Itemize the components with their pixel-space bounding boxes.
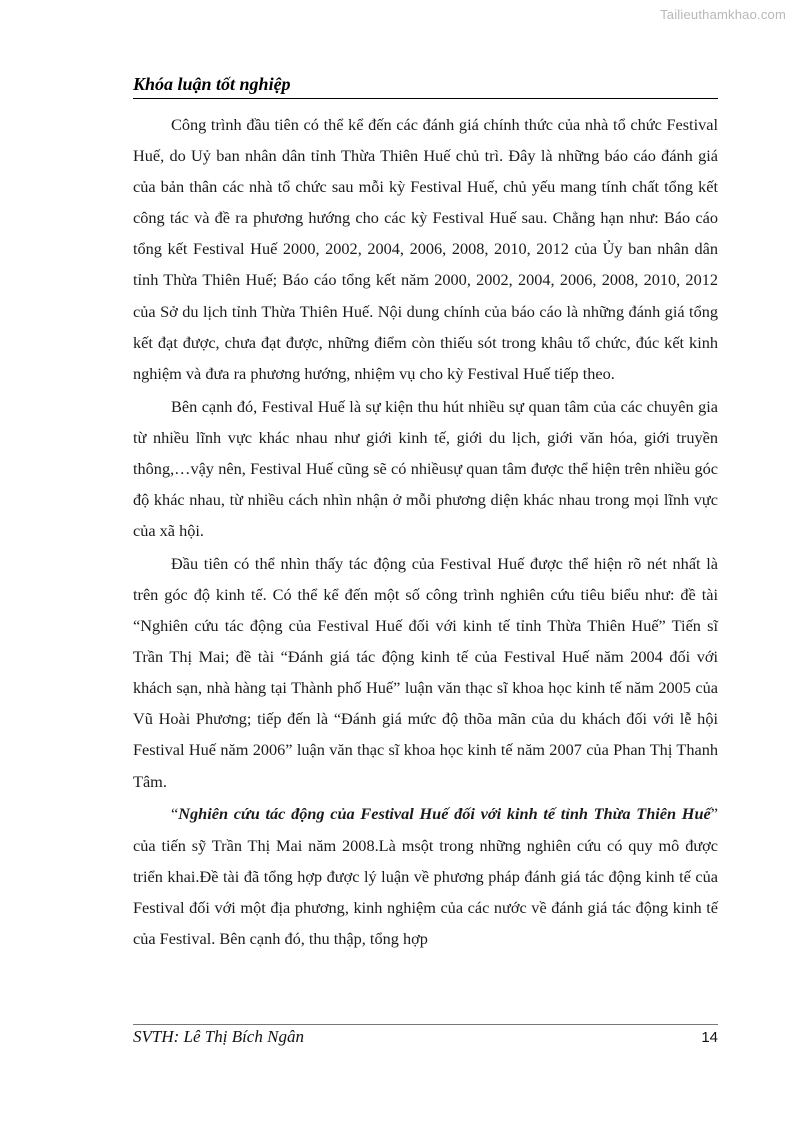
paragraph-3: Đầu tiên có thể nhìn thấy tác động của Festival Huế được thể hiện rõ nét nhất là trên góc độ kinh tế. Có thể kể đến một số công trình nghiên cứu tiêu biểu như: đề tài “Nghiên cứu tác động của Festival Huế đối với kinh tế tỉnh Thừa Thiên Huế” Tiến sĩ Trần Thị Mai; đề tài “Đánh giá tác động kinh tế của Festival Huế năm 2004 đối với khách sạn, nhà hàng tại Thành phố Huế” luận văn thạc sĩ khoa học kinh tế năm 2005 của Vũ Hoài Phương; tiếp đến là “Đánh giá mức độ thõa mãn của du khách đối với lễ hội Festival Huế năm 2006” luận văn thạc sĩ khoa học kinh tế năm 2007 của Phan Thị Thanh Tâm.	[133, 553, 718, 791]
paragraph-1: Công trình đầu tiên có thể kể đến các đánh giá chính thức của nhà tổ chức Festival Huế, do Uỷ ban nhân dân tỉnh Thừa Thiên Huế chủ trì. Đây là những báo cáo đánh giá của bản thân các nhà tổ chức sau mỗi kỳ Festival Huế, chủ yếu mang tính chất tổng kết công tác và đề ra phương hướng cho các kỳ Festival Huế sau. Chẳng hạn như: Báo cáo tổng kết Festival Huế 2000, 2002, 2004, 2006, 2008, 2010, 2012 của Ủy ban nhân dân tỉnh Thừa Thiên Huế; Báo cáo tổng kết năm 2000, 2002, 2004, 2006, 2008, 2010, 2012 của Sở du lịch tỉnh Thừa Thiên Huế. Nội dung chính của báo cáo là những đánh giá tổng kết đạt được, chưa đạt được, những điểm còn thiếu sót trong khâu tổ chức, đúc kết kinh nghiệm và đưa ra phương hướng, nhiệm vụ cho kỳ Festival Huế tiếp theo.	[133, 115, 718, 383]
footer-author: SVTH: Lê Thị Bích Ngân	[133, 1027, 304, 1046]
open-quote: “	[171, 804, 179, 824]
cited-work-title: Nghiên cứu tác động của Festival Huế đối với kinh tế tỉnh Thừa Thiên Huế	[178, 804, 711, 824]
page-body	[133, 109, 718, 954]
page-header-title: Khóa luận tốt nghiệp	[133, 74, 291, 94]
paragraph-4	[133, 798, 718, 953]
footer-divider	[133, 1024, 718, 1025]
header-divider	[133, 98, 718, 99]
watermark-text: Tailieuthamkhao.com	[660, 7, 786, 22]
paragraph-2: Bên cạnh đó, Festival Huế là sự kiện thu hút nhiều sự quan tâm của các chuyên gia từ nhiều lĩnh vực khác nhau như giới kinh tế, giới du lịch, giới văn hóa, giới truyền thông,…vậy nên, Festival Huế cũng sẽ có nhiềusự quan tâm được thể hiện trên nhiều góc độ khác nhau, từ nhiều cách nhìn nhận ở mỗi phương diện khác nhau trong mọi lĩnh vực của xã hội.	[133, 396, 718, 541]
paragraph-4-text: ” của tiến sỹ Trần Thị Mai năm 2008.Là msột trong những nghiên cứu có quy mô được triển khai.Đề tài đã tổng hợp được lý luận về phương pháp đánh giá tác động kinh tế của Festival đối với một địa phương, kinh nghiệm của các nước về đánh giá tác động kinh tế của Festival. Bên cạnh đó, thu thập, tổng hợp	[133, 804, 718, 948]
page-number: 14	[701, 1029, 718, 1046]
